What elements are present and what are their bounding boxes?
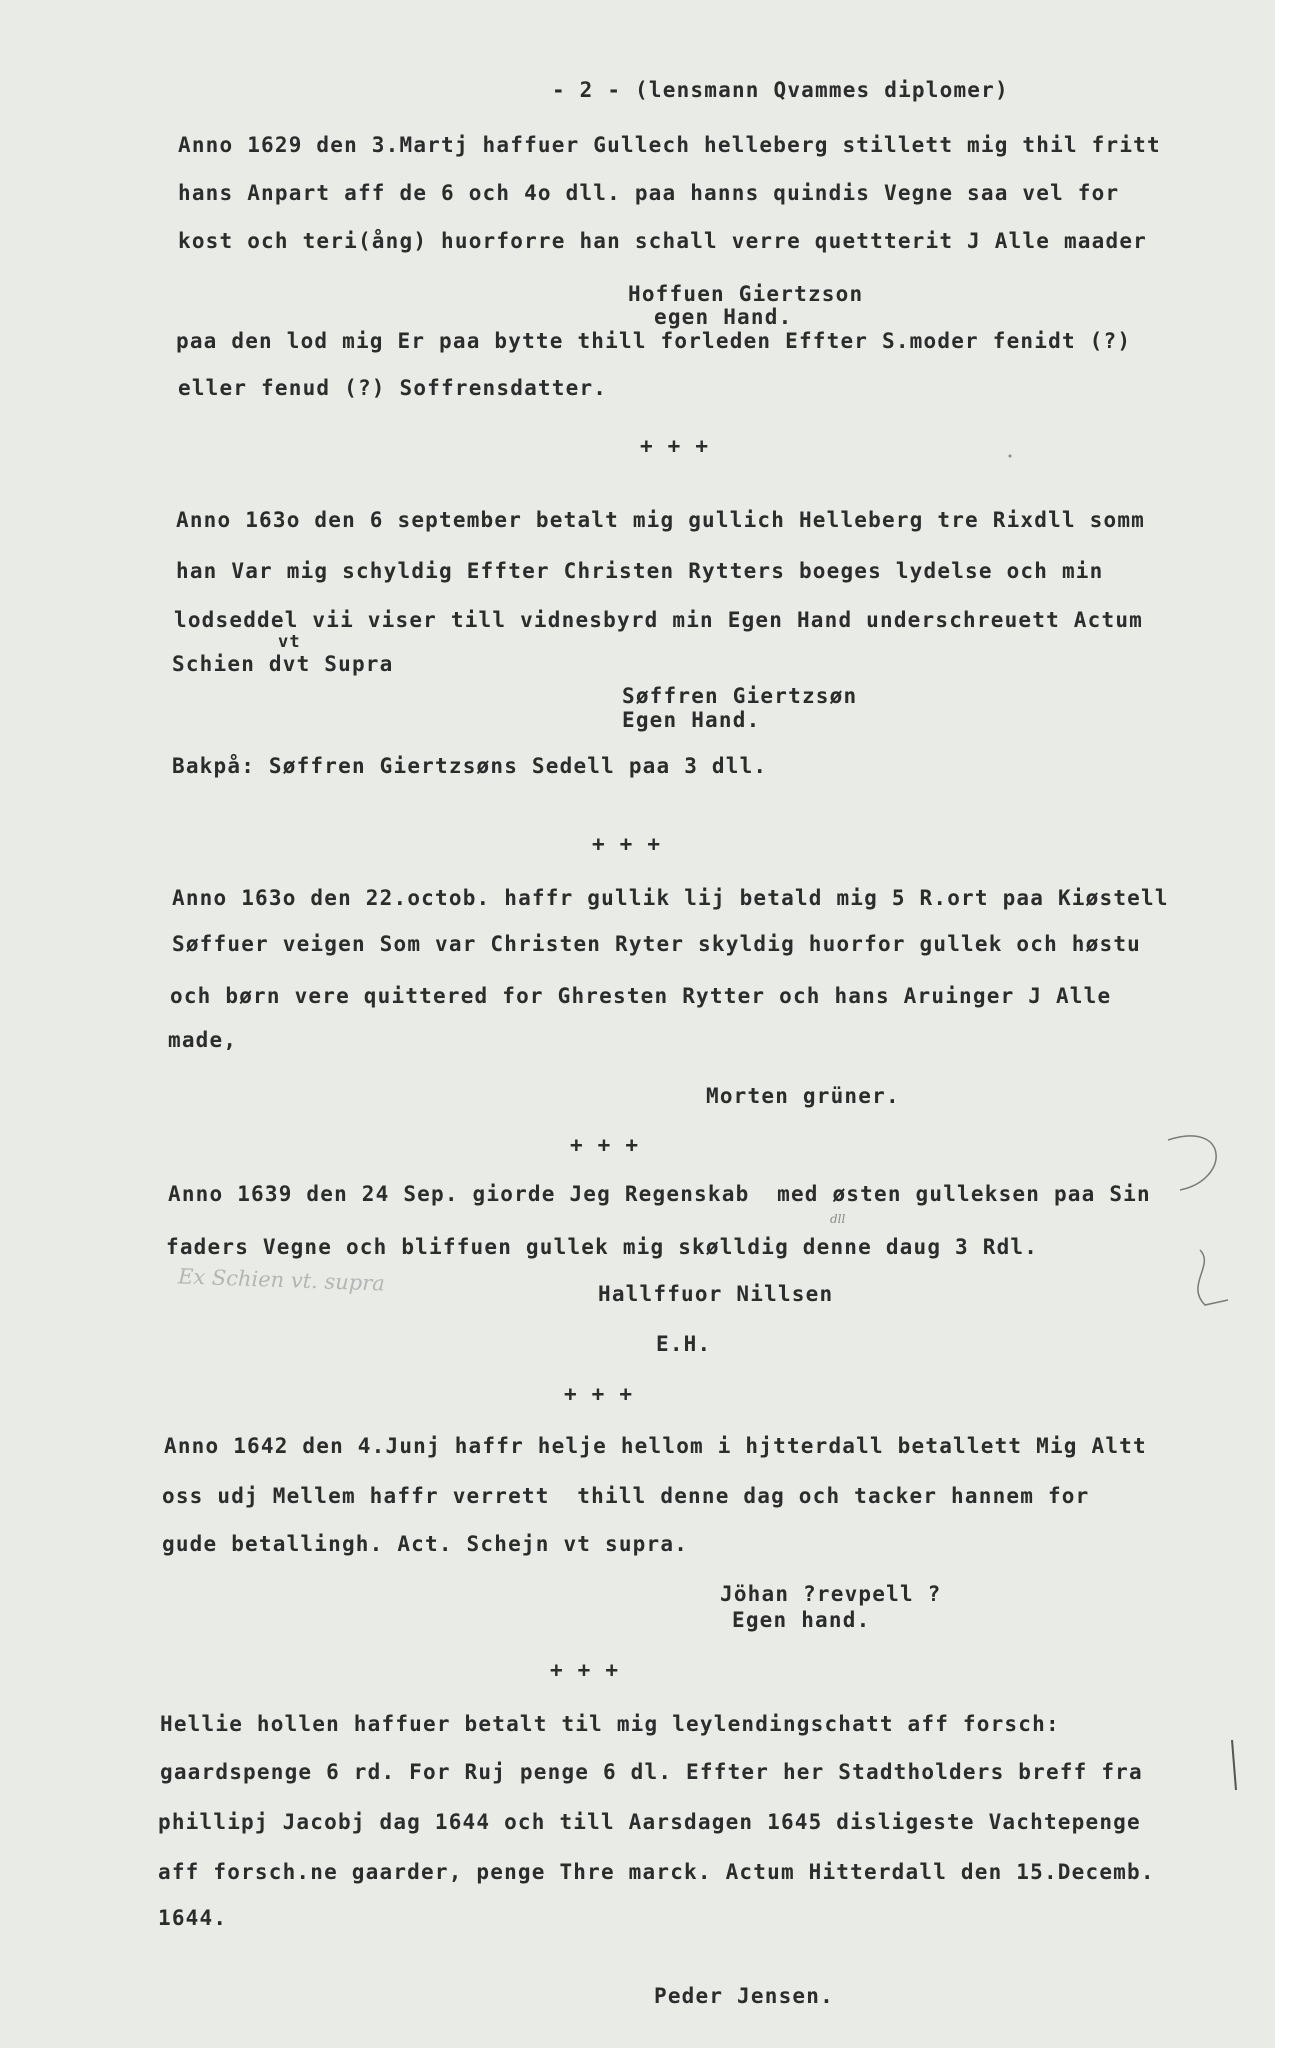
entry-2-line-1: Anno 163o den 6 september betalt mig gullich Helleberg tre Rixdll somm: [176, 508, 1146, 532]
entry-3-signature-name: Morten grüner.: [706, 1084, 900, 1108]
entry-5-signature-name: Jöhan ?revpell ?: [720, 1582, 942, 1606]
entry-4-signature-note: E.H.: [656, 1332, 712, 1356]
separator-1: + + +: [640, 434, 710, 458]
entry-6-line-4: aff forsch.ne gaarder, penge Thre marck. Actum Hitterdall den 15.Decemb.: [158, 1860, 1155, 1884]
entry-2-interlinear: vt: [278, 632, 301, 652]
entry-2-line-3: lodseddel vii viser till vidnesbyrd min Egen Hand underschreuett Actum: [174, 608, 1144, 632]
entry-1-after-line-2: eller fenud (?) Soffrensdatter.: [178, 376, 608, 400]
scan-edge: [1275, 0, 1299, 2048]
entry-2-signature-name: Søffren Giertzsøn: [622, 684, 858, 708]
ink-dot: [1009, 455, 1012, 458]
entry-1-line-1: Anno 1629 den 3.Martj haffuer Gullech helleberg stillett mig thil fritt: [178, 133, 1161, 157]
entry-4-interlinear: dll: [830, 1212, 846, 1226]
entry-1-signature-note: egen Hand.: [654, 305, 793, 329]
entry-2-line-2: han Var mig schyldig Effter Christen Rytters boeges lydelse och min: [176, 559, 1104, 583]
margin-stroke-mark: [1232, 1740, 1236, 1790]
entry-3-line-4: made,: [168, 1028, 238, 1052]
separator-5: + + +: [550, 1658, 620, 1682]
entry-2-line-4: Schien dvt Supra: [172, 652, 394, 676]
entry-1-signature-name: Hoffuen Giertzson: [628, 282, 864, 306]
entry-1-after-line-1: paa den lod mig Er paa bytte thill forleden Effter S.moder fenidt (?): [176, 329, 1132, 353]
entry-1-line-2: hans Anpart aff de 6 och 4o dll. paa hanns quindis Vegne saa vel for: [178, 181, 1120, 205]
margin-bracket-mark: [1168, 1136, 1216, 1190]
entry-4-margin-note: Ex Schien vt. supra: [177, 1264, 386, 1296]
entry-6-line-1: Hellie hollen haffuer betalt til mig leylendingschatt aff forsch:: [160, 1712, 1060, 1736]
entry-4-signature-name: Hallffuor Nillsen: [598, 1282, 834, 1306]
page-header: - 2 - (lensmann Qvammes diplomer): [552, 78, 1009, 102]
entry-3-line-2: Søffuer veigen Som var Christen Ryter skyldig huorfor gullek och høstu: [172, 932, 1142, 956]
entry-4-line-2: faders Vegne och bliffuen gullek mig skølldig denne daug 3 Rdl.: [166, 1235, 1039, 1259]
separator-2: + + +: [592, 832, 662, 856]
entry-5-line-3: gude betallingh. Act. Schejn vt supra.: [162, 1532, 689, 1556]
entry-6-line-2: gaardspenge 6 rd. For Ruj penge 6 dl. Effter her Stadtholders breff fra: [160, 1760, 1143, 1784]
entry-6-signature-name: Peder Jensen.: [654, 1984, 834, 2008]
entry-5-line-1: Anno 1642 den 4.Junj haffr helje hellom i hjtterdall betallett Mig Altt: [164, 1434, 1147, 1458]
entry-3-line-1: Anno 163o den 22.octob. haffr gullik lij betald mig 5 R.ort paa Kiøstell: [172, 886, 1169, 910]
entry-6-line-5: 1644.: [158, 1906, 228, 1930]
entry-2-signature-note: Egen Hand.: [622, 708, 761, 732]
separator-3: + + +: [570, 1133, 640, 1157]
margin-squiggle-mark: [1198, 1250, 1228, 1305]
entry-3-line-3: och børn vere quittered for Ghresten Rytter och hans Aruinger J Alle: [170, 984, 1112, 1008]
entry-1-line-3: kost och teri(ång) huorforre han schall verre quettterit J Alle maader: [178, 229, 1148, 253]
entry-5-signature-note: Egen hand.: [732, 1608, 871, 1632]
entry-4-line-1: Anno 1639 den 24 Sep. giorde Jeg Regenskab med østen gulleksen paa Sin: [168, 1182, 1151, 1206]
entry-5-line-2: oss udj Mellem haffr verrett thill denne dag och tacker hannem for: [162, 1484, 1090, 1508]
entry-6-line-3: phillipj Jacobj dag 1644 och till Aarsdagen 1645 disligeste Vachtepenge: [158, 1810, 1141, 1834]
separator-4: + + +: [564, 1382, 634, 1406]
entry-2-back-note: Bakpå: Søffren Giertzsøns Sedell paa 3 dll.: [172, 754, 768, 778]
